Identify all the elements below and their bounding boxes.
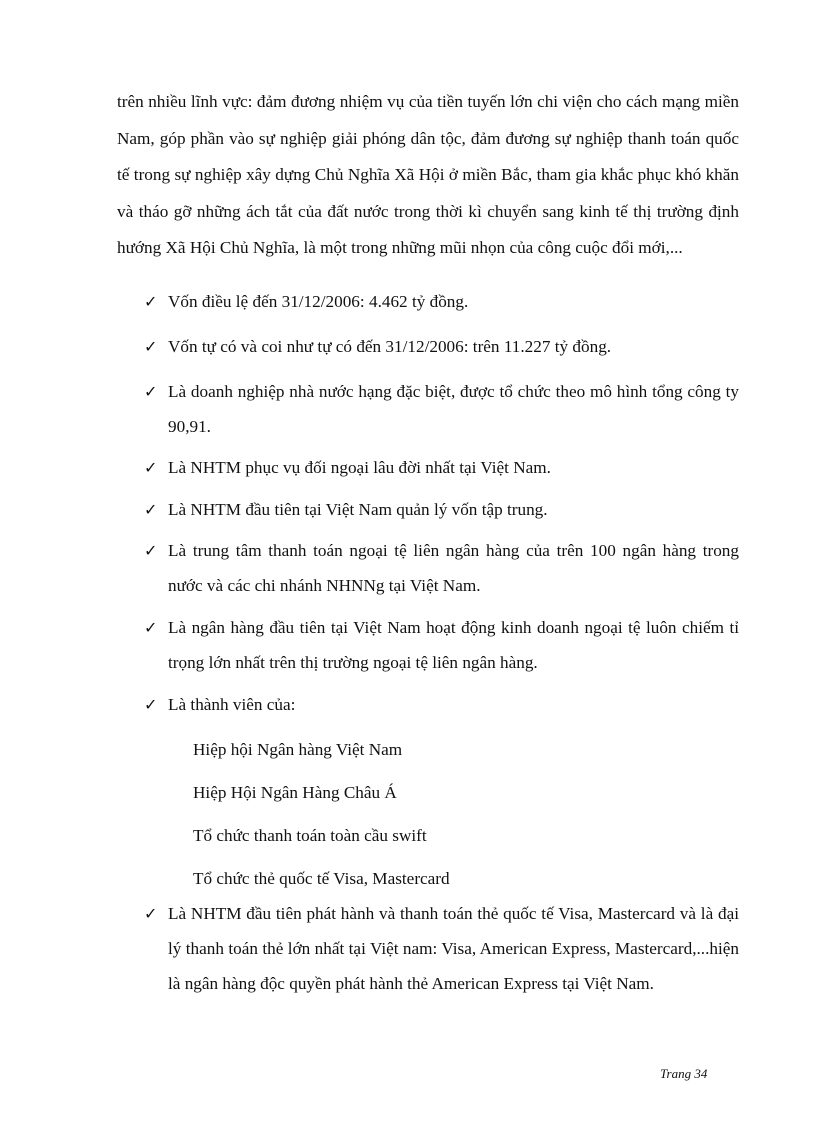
list-item-text: Là trung tâm thanh toán ngoại tệ liên ngân hàng của trên 100 ngân hàng trong nước và các chi nhánh NHNNg tại Việt Nam.: [168, 541, 739, 595]
list-item: [0, 374, 816, 450]
page-number: Trang 34: [660, 1066, 708, 1081]
list-item-text: Là NHTM đầu tiên tại Việt Nam quản lý vốn tập trung.: [168, 500, 548, 519]
list-item-text: Là NHTM đầu tiên phát hành và thanh toán thẻ quốc tế Visa, Mastercard và là đại lý thanh toán thẻ lớn nhất tại Việt nam: Visa, American Express, Mastercard,...hiện là ngân hàng độc quyền phát hành thẻ American Express tại Việt Nam.: [168, 904, 739, 993]
checkmark-icon: ✓: [144, 292, 158, 311]
list-item: [0, 687, 816, 896]
membership-list: [0, 728, 816, 900]
checkmark-icon: ✓: [144, 904, 158, 923]
list-item-text: Là doanh nghiệp nhà nước hạng đặc biệt, được tổ chức theo mô hình tổng công ty 90,91.: [168, 382, 739, 436]
list-item-text: Là ngân hàng đầu tiên tại Việt Nam hoạt động kinh doanh ngoại tệ luôn chiếm tỉ trọng lớn nhất trên thị trường ngoại tệ liên ngân hàng.: [168, 618, 739, 672]
checkmark-icon: ✓: [144, 458, 158, 477]
membership-item: Hiệp Hội Ngân Hàng Châu Á: [193, 783, 397, 802]
checkmark-icon: ✓: [144, 618, 158, 637]
checkmark-icon: ✓: [144, 541, 158, 560]
intro-paragraph: [117, 84, 739, 267]
checkmark-icon: ✓: [144, 500, 158, 519]
membership-item: Hiệp hội Ngân hàng Việt Nam: [193, 740, 403, 759]
bullet-list: [0, 284, 816, 1036]
list-item: [0, 533, 816, 610]
list-item-text: Vốn điều lệ đến 31/12/2006: 4.462 tỷ đồng.: [168, 292, 469, 311]
checkmark-icon: ✓: [144, 382, 158, 401]
intro-text: trên nhiều lĩnh vực: đảm đương nhiệm vụ của tiền tuyến lớn chi viện cho cách mạng miền Nam, góp phần vào sự nghiệp giải phóng dân tộc, đảm đương sự nghiệp thanh toán quốc tế trong sự nghiệp xây dựng Chủ Nghĩa Xã Hội ở miền Bắc, tham gia khắc phục khó khăn và tháo gỡ những ách tắt của đất nước trong thời kì chuyển sang kinh tế thị trường định hướng Xã Hội Chủ Nghĩa, là một trong những mũi nhọn của công cuộc đổi mới,...: [117, 92, 739, 257]
list-item: [0, 610, 816, 687]
list-item-text: Vốn tự có và coi như tự có đến 31/12/2006: trên 11.227 tỷ đồng.: [168, 337, 612, 356]
list-item-text: Là thành viên của:: [168, 695, 296, 714]
list-item: [0, 492, 816, 533]
list-item-text: Là NHTM phục vụ đối ngoại lâu đời nhất tại Việt Nam.: [168, 458, 551, 477]
list-item: [0, 896, 816, 1036]
checkmark-icon: ✓: [144, 337, 158, 356]
membership-item: Tổ chức thanh toán toàn cầu swift: [193, 826, 427, 845]
list-item: [0, 329, 816, 374]
list-item: [0, 284, 816, 329]
list-item: [0, 450, 816, 492]
checkmark-icon: ✓: [144, 695, 158, 714]
membership-item: Tổ chức thẻ quốc tế Visa, Mastercard: [193, 869, 450, 888]
